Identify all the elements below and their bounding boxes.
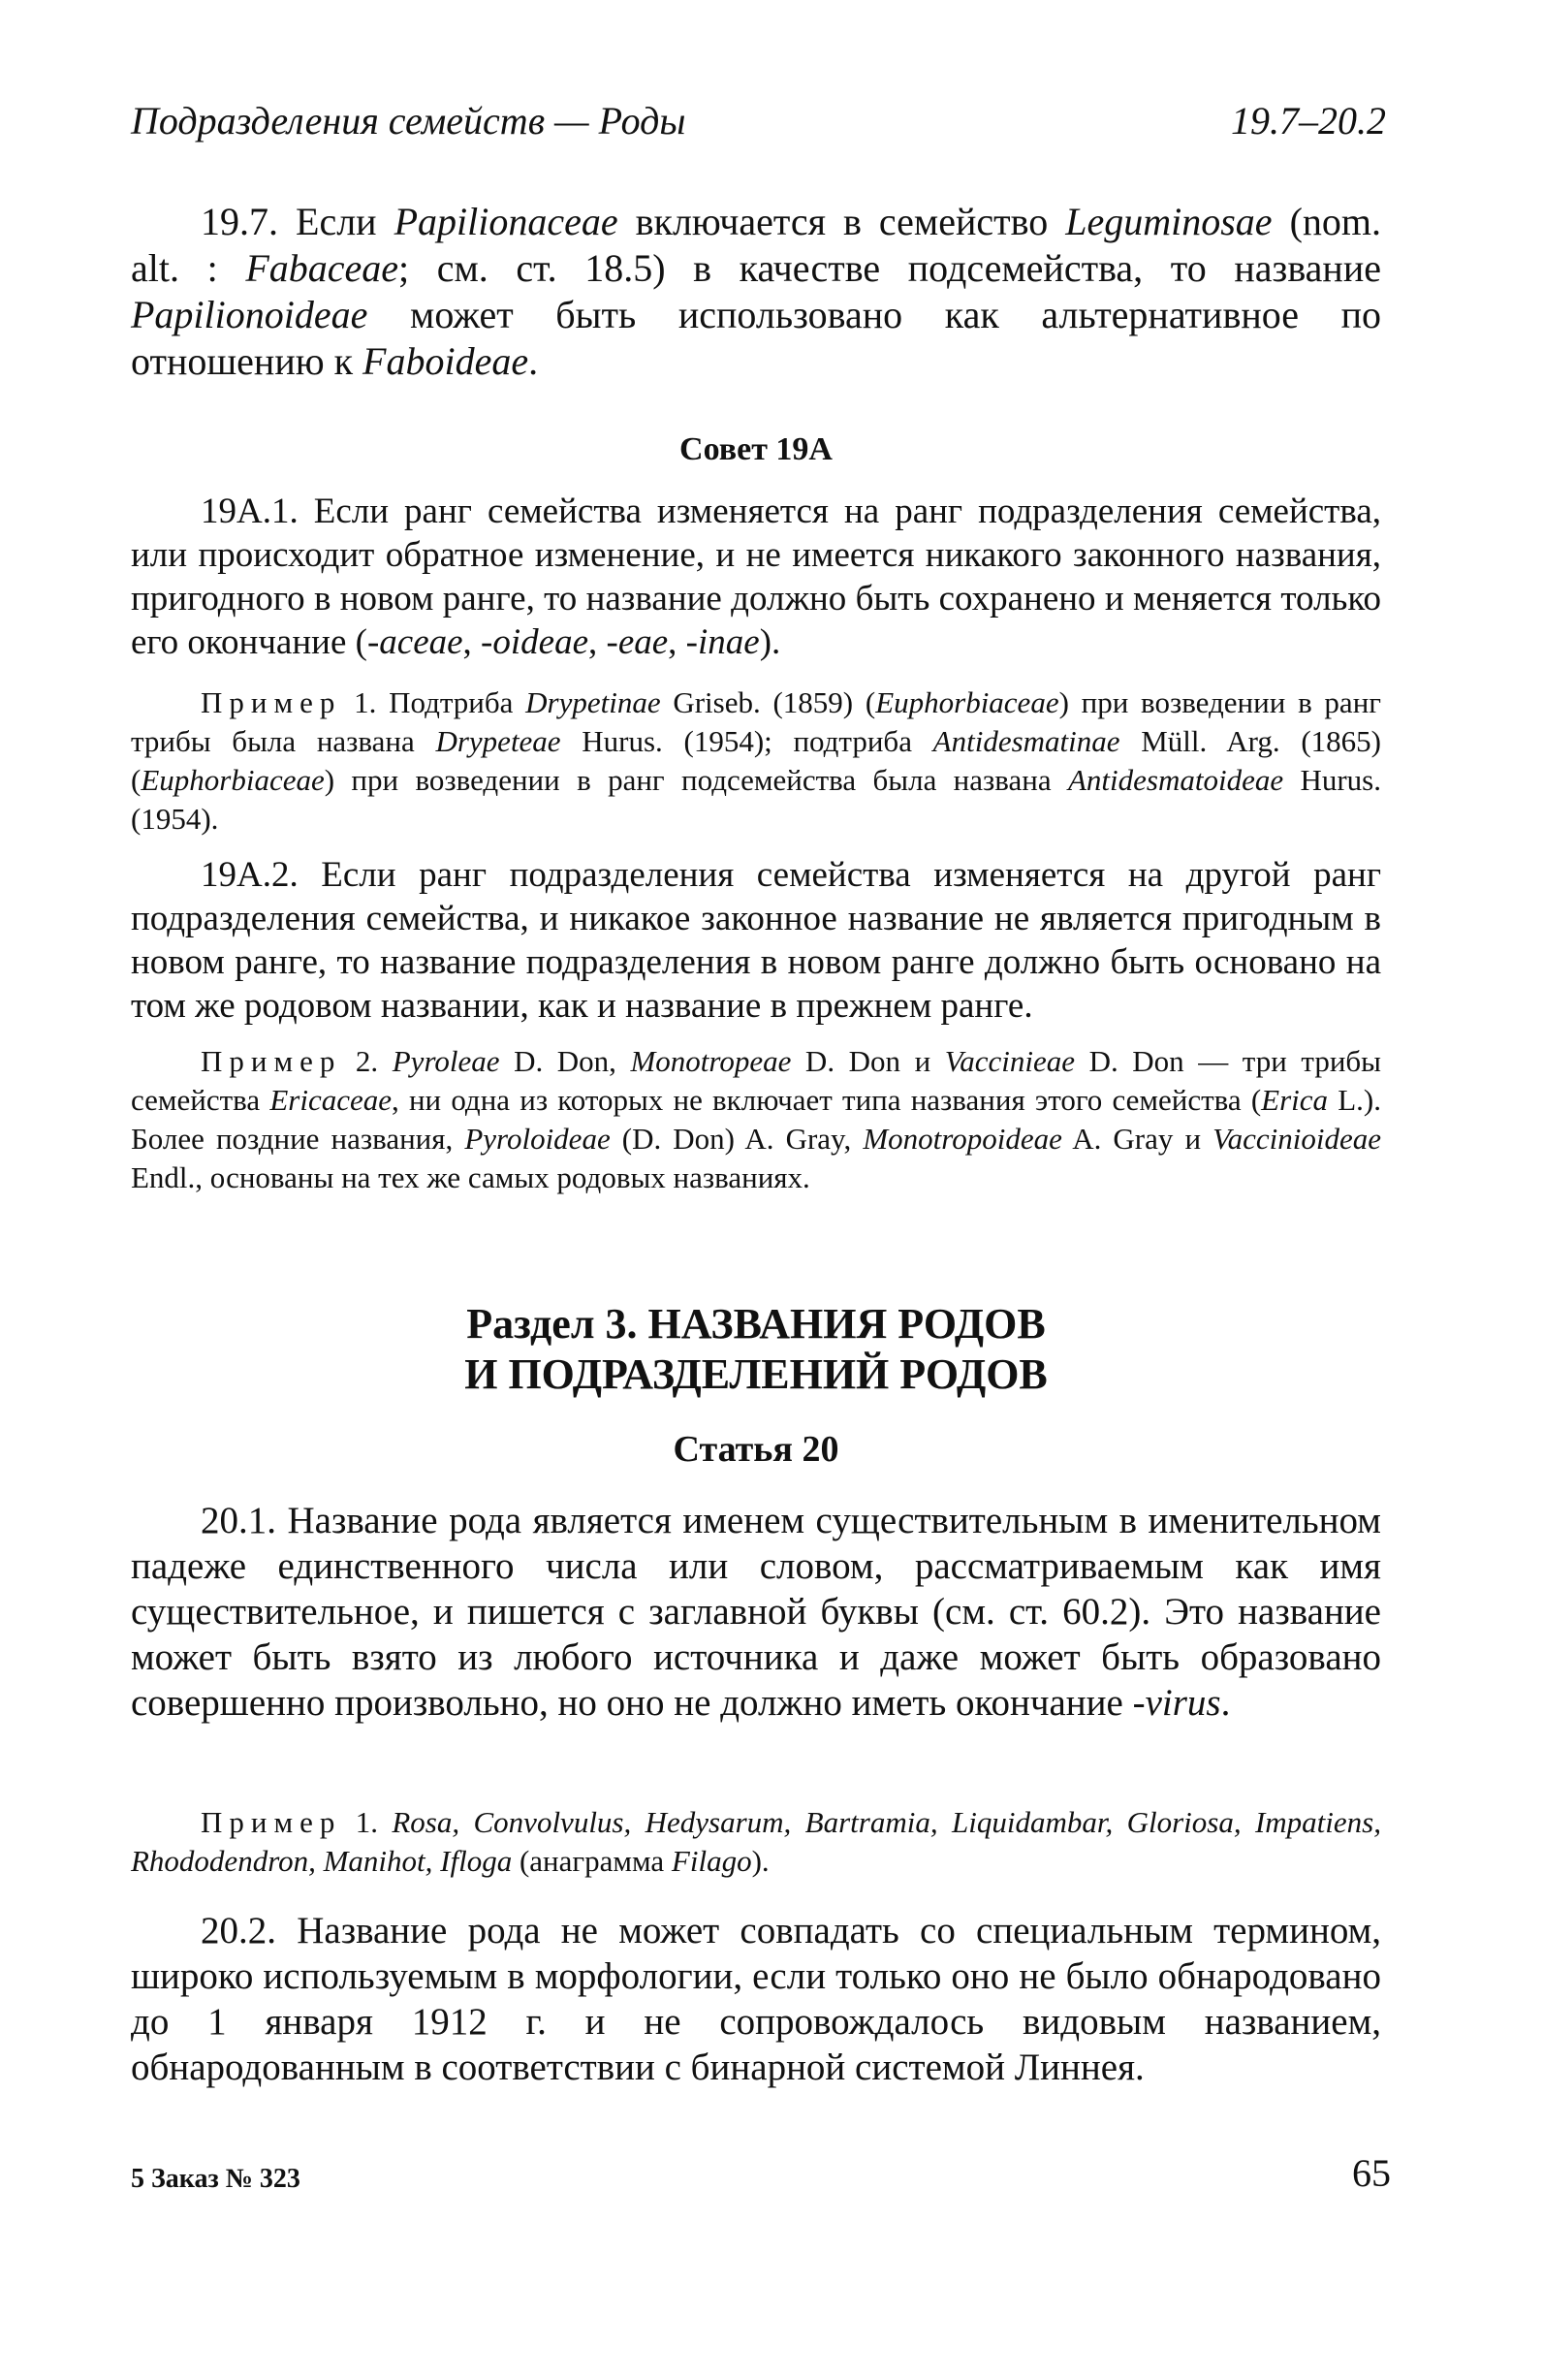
paragraph-20-1: 20.1. Название рода является именем существительным в именительном падеже единственного числа или словом, рассматриваемым как имя существительное, и пишется с заглавной буквы (см. ст. 60.2). Это название может быть взято из любого источника и даже может быть образовано совершенно произвольно, но оно не должно иметь окончание -virus. <box>131 1500 1381 1724</box>
page-footer <box>131 2150 1391 2203</box>
section-title-line-2: И ПОДРАЗДЕЛЕНИЙ РОДОВ <box>464 1350 1048 1398</box>
article-title: Статья 20 <box>673 1429 839 1470</box>
example-19A-1: Пример 1. Подтриба Drypetinae Griseb. (1859) (Euphorbiaceae) при возведении в ранг трибы была названа Drypeteae Hurus. (1954); подтриба Antidesmatinae Müll. Arg. (1865) (Euphorbiaceae) при возведении в ранг подсемейства была названа Antidesmatoideae Hurus. (1954). <box>131 685 1381 836</box>
paragraph-20-2: 20.2. Название рода не может совпадать со специальным термином, широко используемым в морфологии, если только оно не было обнародовано до 1 января 1912 г. и не сопровождалось видовым названием, обнародованным в соответствии с бинарной системой Линнея. <box>131 1910 1381 2088</box>
paragraph-19-7: 19.7. Если Papilionaceae включается в семейство Leguminosae (nom. alt. : Fabaceae; см. ст. 18.5) в качестве подсемейства, то название Papilionoideae может быть использовано как альтернативное по отношению к Faboideae. <box>131 200 1382 383</box>
example-20-1: Пример 1. Rosa, Convolvulus, Hedysarum, Bartramia, Liquidambar, Gloriosa, Impatiens, Rhododendron, Manihot, Ifloga (анаграмма Filago). <box>131 1805 1381 1878</box>
recommendation-heading: Совет 19А <box>679 431 833 467</box>
example-label: Пример <box>201 685 342 719</box>
paragraph-19A-2: 19А.2. Если ранг подразделения семейства изменяется на другой ранг подразделения семейства, и никакое законное название не является пригодным в новом ранге, то название подразделения в новом ранге должно быть основано на том же родовом названии, как и название в прежнем ранге. <box>131 855 1381 1026</box>
printer-signature: 5 Заказ № 323 <box>131 2164 300 2194</box>
paragraph-19A-1: 19А.1. Если ранг семейства изменяется на ранг подразделения семейства, или происходит обратное изменение, и не имеется никакого законного названия, пригодного в новом ранге, то название должно быть сохранено и меняется только его окончание (-aceae, -oideae, -eae, -inae). <box>131 492 1381 662</box>
example-label: Пример <box>201 1044 342 1078</box>
example-label: Пример <box>201 1805 342 1839</box>
section-title-line-1: Раздел 3. НАЗВАНИЯ РОДОВ <box>466 1300 1046 1348</box>
example-19A-2: Пример 2. Pyroleae D. Don, Monotropeae D. Don и Vaccinieae D. Don — три трибы семейства Ericaceae, ни одна из которых не включает типа названия этого семейства (Erica L.). Более поздние названия, Pyroloideae (D. Don) A. Gray, Monotropoideae A. Gray и Vaccinioideae Endl., основаны на тех же самых родовых названиях. <box>131 1044 1382 1194</box>
running-head-title: Подразделения семейств — Роды <box>131 99 686 143</box>
page-number: 65 <box>1352 2151 1391 2195</box>
running-head-section-range: 19.7–20.2 <box>1231 99 1386 143</box>
